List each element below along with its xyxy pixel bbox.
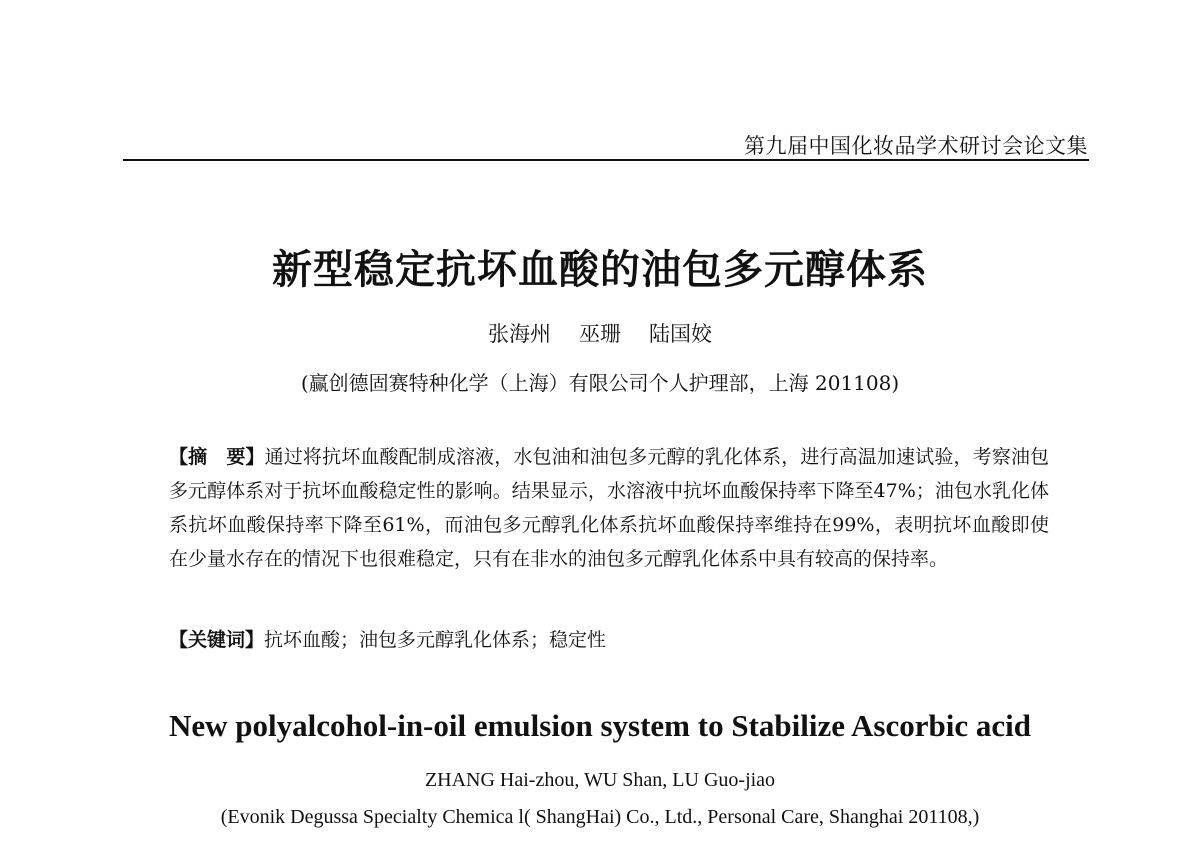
keywords-line	[169, 625, 1049, 652]
keywords-text: 抗坏血酸；油包多元醇乳化体系；稳定性	[264, 629, 607, 651]
author-name: 巫珊	[579, 322, 621, 346]
author-list-english: ZHANG Hai-zhou, WU Shan, LU Guo-jiao	[424, 769, 776, 791]
affiliation-english: (Evonik Degussa Specialty Chemica l( ShangHai) Co., Ltd., Personal Care, Shanghai 201108,)	[220, 806, 980, 828]
author-name: 张海州	[488, 322, 551, 346]
keywords-label: 【关键词】	[169, 629, 265, 651]
author-list-chinese	[0, 318, 1200, 348]
header-divider	[123, 159, 1089, 161]
affiliation-chinese: (赢创德固赛特种化学（上海）有限公司个人护理部，上海 201108)	[300, 371, 900, 395]
paper-title-chinese: 新型稳定抗坏血酸的油包多元醇体系	[272, 247, 928, 293]
journal-header-title: 第九届中国化妆品学术研讨会论文集	[744, 134, 1088, 158]
abstract-text: 通过将抗坏血酸配制成溶液，水包油和油包多元醇的乳化体系，进行高温加速试验，考察油包多元醇体系对于抗坏血酸稳定性的影响。结果显示，水溶液中抗坏血酸保持率下降至47%；油包水乳化体系抗坏血酸保持率下降至61%，而油包多元醇乳化体系抗坏血酸保持率维持在99%，表明抗坏血酸即使在少量水存在的情况下也很难稳定，只有在非水的油包多元醇乳化体系中具有较高的保持率。	[169, 446, 1049, 570]
abstract-paragraph	[169, 440, 1049, 576]
author-name: 陆国姣	[649, 322, 712, 346]
paper-title-english: New polyalcohol-in-oil emulsion system to Stabilize Ascorbic acid	[169, 708, 1031, 743]
abstract-label: 【摘 要】	[169, 446, 265, 468]
